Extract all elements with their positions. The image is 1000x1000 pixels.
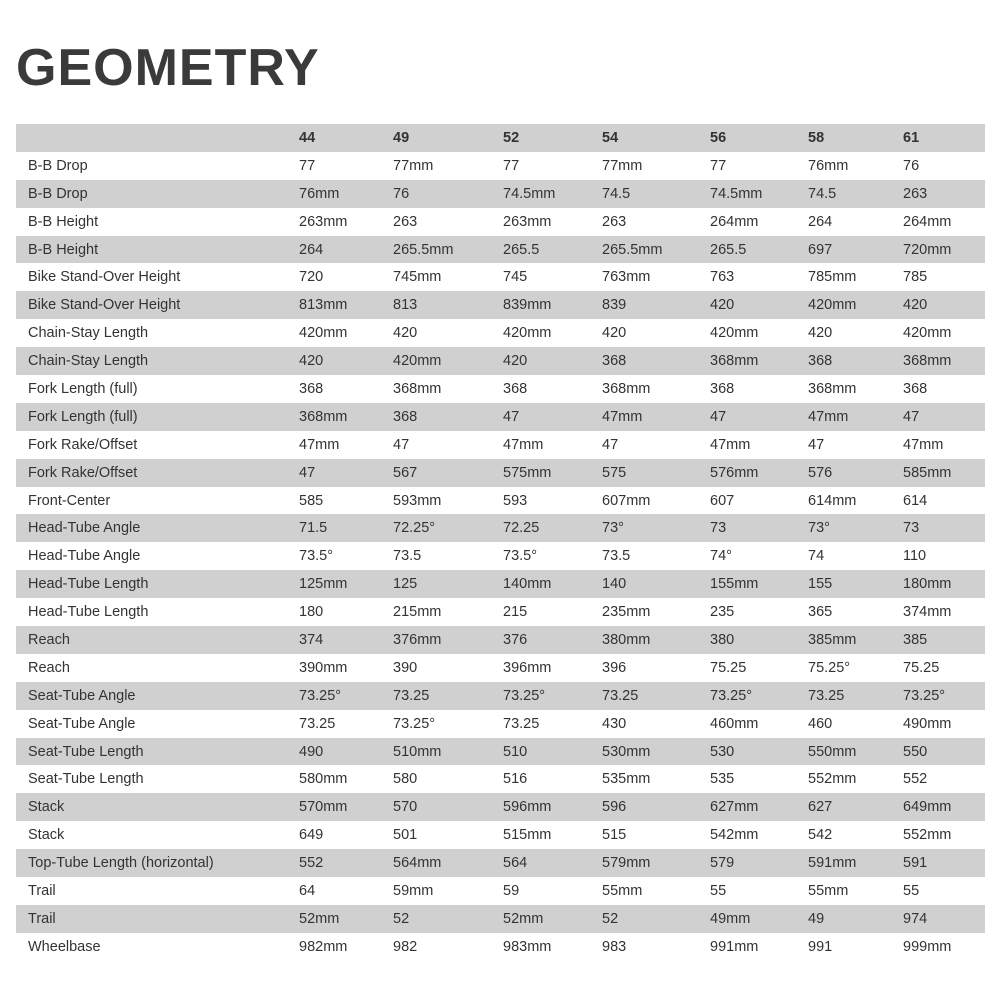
header-cell-size: 61	[903, 129, 920, 146]
table-row	[16, 570, 985, 598]
table-cell: 47mm	[602, 408, 643, 425]
table-cell: 550	[903, 743, 928, 760]
table-cell: 76mm	[808, 157, 849, 174]
table-cell: 982mm	[299, 938, 348, 955]
table-cell: 785	[903, 269, 928, 286]
table-row	[16, 710, 985, 738]
table-cell: 77	[503, 157, 520, 174]
header-cell-size: 49	[393, 129, 410, 146]
table-cell: 125mm	[299, 576, 348, 593]
table-row	[16, 682, 985, 710]
table-row	[16, 236, 985, 264]
table-cell: 73	[903, 520, 920, 537]
table-cell: 64	[299, 882, 316, 899]
table-cell: 368mm	[393, 380, 442, 397]
table-cell: 368mm	[602, 380, 651, 397]
table-cell: 530mm	[602, 743, 651, 760]
table-cell: 368	[503, 380, 528, 397]
table-cell: 55mm	[808, 882, 849, 899]
table-row	[16, 654, 985, 682]
table-row	[16, 208, 985, 236]
table-cell: 720mm	[903, 241, 952, 258]
table-cell: 376	[503, 631, 528, 648]
table-cell: 75.25°	[808, 659, 851, 676]
header-cell-size: 52	[503, 129, 520, 146]
table-cell: 460	[808, 715, 833, 732]
row-label: Head-Tube Angle	[28, 548, 141, 565]
table-cell: 52	[602, 910, 619, 927]
table-cell: 420	[393, 325, 418, 342]
header-cell-size: 58	[808, 129, 825, 146]
table-cell: 420	[808, 325, 833, 342]
table-cell: 591	[903, 855, 928, 872]
table-cell: 74.5mm	[710, 185, 763, 202]
table-cell: 73.5	[602, 548, 631, 565]
table-cell: 580	[393, 771, 418, 788]
row-label: B-B Drop	[28, 157, 88, 174]
table-cell: 368mm	[710, 353, 759, 370]
table-cell: 72.25°	[393, 520, 436, 537]
table-cell: 649	[299, 827, 324, 844]
table-row	[16, 905, 985, 933]
table-cell: 47	[393, 436, 410, 453]
table-cell: 47	[602, 436, 619, 453]
table-cell: 264	[808, 213, 833, 230]
table-row	[16, 180, 985, 208]
table-cell: 430	[602, 715, 627, 732]
row-label: Stack	[28, 799, 65, 816]
row-label: Trail	[28, 882, 56, 899]
table-cell: 745	[503, 269, 528, 286]
table-cell: 576mm	[710, 464, 759, 481]
table-cell: 515mm	[503, 827, 552, 844]
table-cell: 368	[710, 380, 735, 397]
table-cell: 49mm	[710, 910, 751, 927]
table-cell: 575mm	[503, 464, 552, 481]
table-cell: 73.25°	[903, 687, 946, 704]
table-cell: 420	[710, 297, 735, 314]
table-cell: 576	[808, 464, 833, 481]
table-cell: 72.25	[503, 520, 540, 537]
table-cell: 74.5mm	[503, 185, 556, 202]
table-cell: 47	[903, 408, 920, 425]
row-label: Head-Tube Angle	[28, 520, 141, 537]
table-cell: 420mm	[393, 353, 442, 370]
table-cell: 265.5	[710, 241, 747, 258]
table-cell: 567	[393, 464, 418, 481]
table-cell: 47mm	[808, 408, 849, 425]
table-cell: 593mm	[393, 492, 442, 509]
table-row	[16, 152, 985, 180]
table-cell: 627mm	[710, 799, 759, 816]
table-cell: 982	[393, 938, 418, 955]
table-cell: 180mm	[903, 576, 952, 593]
table-cell: 420	[299, 353, 324, 370]
row-label: Chain-Stay Length	[28, 325, 149, 342]
table-row	[16, 793, 985, 821]
table-cell: 396mm	[503, 659, 552, 676]
table-cell: 516	[503, 771, 528, 788]
table-cell: 265.5mm	[393, 241, 454, 258]
table-cell: 591mm	[808, 855, 857, 872]
table-cell: 579mm	[602, 855, 651, 872]
table-cell: 813mm	[299, 297, 348, 314]
table-cell: 73	[710, 520, 727, 537]
table-cell: 535mm	[602, 771, 651, 788]
table-cell: 380	[710, 631, 735, 648]
table-cell: 215mm	[393, 604, 442, 621]
table-cell: 76mm	[299, 185, 340, 202]
table-cell: 215	[503, 604, 528, 621]
row-label: Seat-Tube Angle	[28, 687, 136, 704]
table-cell: 110	[903, 548, 927, 565]
geometry-table	[16, 124, 985, 961]
table-row	[16, 403, 985, 431]
table-cell: 420mm	[710, 325, 759, 342]
table-cell: 420mm	[299, 325, 348, 342]
table-cell: 74°	[710, 548, 732, 565]
table-cell: 745mm	[393, 269, 442, 286]
table-cell: 264mm	[903, 213, 952, 230]
table-cell: 542	[808, 827, 833, 844]
table-cell: 530	[710, 743, 735, 760]
table-cell: 73.25°	[503, 687, 546, 704]
table-cell: 552mm	[808, 771, 857, 788]
table-cell: 73.5°	[299, 548, 334, 565]
table-cell: 73.5	[393, 548, 422, 565]
table-cell: 368mm	[299, 408, 348, 425]
row-label: Seat-Tube Angle	[28, 715, 136, 732]
table-cell: 265.5	[503, 241, 540, 258]
header-cell-size: 56	[710, 129, 727, 146]
table-row	[16, 626, 985, 654]
table-cell: 580mm	[299, 771, 348, 788]
table-cell: 839mm	[503, 297, 552, 314]
table-cell: 374	[299, 631, 324, 648]
table-cell: 77mm	[602, 157, 643, 174]
row-label: Trail	[28, 910, 56, 927]
table-cell: 76	[903, 157, 920, 174]
table-cell: 52mm	[503, 910, 544, 927]
row-label: B-B Drop	[28, 185, 88, 202]
table-cell: 264	[299, 241, 324, 258]
table-cell: 73.25	[602, 687, 639, 704]
table-row	[16, 821, 985, 849]
table-cell: 983mm	[503, 938, 552, 955]
table-cell: 585mm	[903, 464, 952, 481]
header-cell-parameter	[16, 124, 299, 152]
table-cell: 55	[903, 882, 920, 899]
table-cell: 607	[710, 492, 735, 509]
table-cell: 55	[710, 882, 727, 899]
table-cell: 263mm	[299, 213, 348, 230]
table-cell: 73.25°	[393, 715, 436, 732]
table-cell: 47	[299, 464, 316, 481]
table-cell: 390mm	[299, 659, 348, 676]
table-cell: 263	[602, 213, 627, 230]
table-cell: 564mm	[393, 855, 442, 872]
row-label: Wheelbase	[28, 938, 101, 955]
table-cell: 596	[602, 799, 627, 816]
table-cell: 564	[503, 855, 528, 872]
table-cell: 374mm	[903, 604, 952, 621]
table-cell: 77	[710, 157, 727, 174]
table-cell: 368	[808, 353, 833, 370]
table-cell: 140	[602, 576, 627, 593]
table-row	[16, 263, 985, 291]
table-cell: 385	[903, 631, 928, 648]
table-cell: 73.25	[299, 715, 336, 732]
table-cell: 140mm	[503, 576, 552, 593]
table-cell: 420	[602, 325, 627, 342]
table-cell: 263	[903, 185, 928, 202]
table-cell: 596mm	[503, 799, 552, 816]
table-cell: 763mm	[602, 269, 651, 286]
table-cell: 365	[808, 604, 833, 621]
row-label: Fork Length (full)	[28, 408, 138, 425]
table-cell: 385mm	[808, 631, 857, 648]
table-cell: 368	[299, 380, 324, 397]
table-row	[16, 542, 985, 570]
table-cell: 77	[299, 157, 316, 174]
table-cell: 380mm	[602, 631, 651, 648]
table-cell: 264mm	[710, 213, 759, 230]
table-cell: 52	[393, 910, 410, 927]
table-cell: 235	[710, 604, 735, 621]
table-row	[16, 375, 985, 403]
table-cell: 420	[903, 297, 928, 314]
table-cell: 552	[299, 855, 324, 872]
row-label: Bike Stand-Over Height	[28, 297, 181, 314]
table-cell: 627	[808, 799, 833, 816]
table-cell: 47mm	[299, 436, 340, 453]
table-cell: 52mm	[299, 910, 340, 927]
table-cell: 552mm	[903, 827, 952, 844]
table-cell: 614mm	[808, 492, 857, 509]
table-cell: 510	[503, 743, 528, 760]
table-cell: 570mm	[299, 799, 348, 816]
table-cell: 368	[393, 408, 418, 425]
table-cell: 73.25	[808, 687, 845, 704]
table-cell: 180	[299, 604, 324, 621]
table-cell: 74.5	[808, 185, 837, 202]
table-cell: 974	[903, 910, 928, 927]
table-cell: 73.25	[393, 687, 430, 704]
table-cell: 839	[602, 297, 627, 314]
table-cell: 983	[602, 938, 627, 955]
table-cell: 420mm	[503, 325, 552, 342]
table-cell: 77mm	[393, 157, 434, 174]
table-cell: 420	[503, 353, 528, 370]
table-cell: 59mm	[393, 882, 434, 899]
table-cell: 47mm	[503, 436, 544, 453]
table-cell: 490	[299, 743, 324, 760]
table-cell: 570	[393, 799, 418, 816]
table-row	[16, 431, 985, 459]
table-cell: 575	[602, 464, 627, 481]
table-cell: 585	[299, 492, 324, 509]
table-cell: 73°	[602, 520, 624, 537]
table-cell: 490mm	[903, 715, 952, 732]
row-label: Head-Tube Length	[28, 604, 149, 621]
table-row	[16, 765, 985, 793]
table-cell: 614	[903, 492, 928, 509]
row-label: B-B Height	[28, 213, 99, 230]
table-cell: 265.5mm	[602, 241, 663, 258]
table-cell: 535	[710, 771, 735, 788]
table-cell: 59	[503, 882, 520, 899]
table-cell: 263	[393, 213, 418, 230]
table-row	[16, 319, 985, 347]
row-label: Front-Center	[28, 492, 111, 509]
table-row	[16, 487, 985, 515]
row-label: Stack	[28, 827, 65, 844]
row-label: Reach	[28, 659, 70, 676]
header-cell-size: 54	[602, 129, 619, 146]
row-label: Fork Length (full)	[28, 380, 138, 397]
table-cell: 71.5	[299, 520, 328, 537]
table-cell: 813	[393, 297, 418, 314]
table-cell: 420mm	[903, 325, 952, 342]
table-cell: 125	[393, 576, 418, 593]
table-cell: 74	[808, 548, 825, 565]
table-cell: 49	[808, 910, 825, 927]
table-cell: 785mm	[808, 269, 857, 286]
table-cell: 550mm	[808, 743, 857, 760]
table-cell: 75.25	[903, 659, 940, 676]
row-label: Seat-Tube Length	[28, 771, 144, 788]
table-cell: 73.25°	[299, 687, 342, 704]
row-label: Fork Rake/Offset	[28, 436, 138, 453]
table-row	[16, 347, 985, 375]
table-row	[16, 598, 985, 626]
table-cell: 763	[710, 269, 735, 286]
row-label: Chain-Stay Length	[28, 353, 149, 370]
table-cell: 368	[602, 353, 627, 370]
table-cell: 649mm	[903, 799, 952, 816]
table-cell: 368mm	[808, 380, 857, 397]
table-cell: 263mm	[503, 213, 552, 230]
table-cell: 579	[710, 855, 735, 872]
table-cell: 73.5°	[503, 548, 538, 565]
table-cell: 73.25°	[710, 687, 753, 704]
row-label: Bike Stand-Over Height	[28, 269, 181, 286]
table-cell: 47	[710, 408, 727, 425]
table-cell: 47mm	[710, 436, 751, 453]
table-cell: 155mm	[710, 576, 759, 593]
table-cell: 607mm	[602, 492, 651, 509]
table-cell: 47	[503, 408, 520, 425]
table-cell: 75.25	[710, 659, 747, 676]
table-row	[16, 738, 985, 766]
row-label: Fork Rake/Offset	[28, 464, 138, 481]
table-cell: 552	[903, 771, 928, 788]
header-cell-size: 44	[299, 129, 316, 146]
table-cell: 47mm	[903, 436, 944, 453]
row-label: Seat-Tube Length	[28, 743, 144, 760]
table-row	[16, 459, 985, 487]
table-row	[16, 849, 985, 877]
table-cell: 991	[808, 938, 833, 955]
table-cell: 55mm	[602, 882, 643, 899]
table-header-row	[16, 124, 985, 152]
table-cell: 697	[808, 241, 833, 258]
table-cell: 368mm	[903, 353, 952, 370]
table-cell: 593	[503, 492, 528, 509]
table-cell: 420mm	[808, 297, 857, 314]
table-cell: 999mm	[903, 938, 952, 955]
table-cell: 396	[602, 659, 627, 676]
table-body	[16, 152, 985, 961]
table-row	[16, 877, 985, 905]
table-cell: 460mm	[710, 715, 759, 732]
table-cell: 720	[299, 269, 324, 286]
table-cell: 501	[393, 827, 418, 844]
table-cell: 47	[808, 436, 825, 453]
row-label: B-B Height	[28, 241, 99, 258]
row-label: Reach	[28, 631, 70, 648]
table-row	[16, 291, 985, 319]
table-cell: 76	[393, 185, 410, 202]
table-cell: 368	[903, 380, 928, 397]
table-cell: 74.5	[602, 185, 631, 202]
table-row	[16, 933, 985, 961]
table-cell: 73.25	[503, 715, 540, 732]
page-title: GEOMETRY	[16, 39, 320, 97]
row-label: Head-Tube Length	[28, 576, 149, 593]
table-cell: 515	[602, 827, 627, 844]
table-cell: 155	[808, 576, 833, 593]
row-label: Top-Tube Length (horizontal)	[28, 855, 214, 872]
table-row	[16, 514, 985, 542]
table-cell: 73°	[808, 520, 830, 537]
table-cell: 390	[393, 659, 418, 676]
table-cell: 510mm	[393, 743, 442, 760]
table-cell: 991mm	[710, 938, 759, 955]
table-cell: 376mm	[393, 631, 442, 648]
table-cell: 542mm	[710, 827, 759, 844]
table-cell: 235mm	[602, 604, 651, 621]
